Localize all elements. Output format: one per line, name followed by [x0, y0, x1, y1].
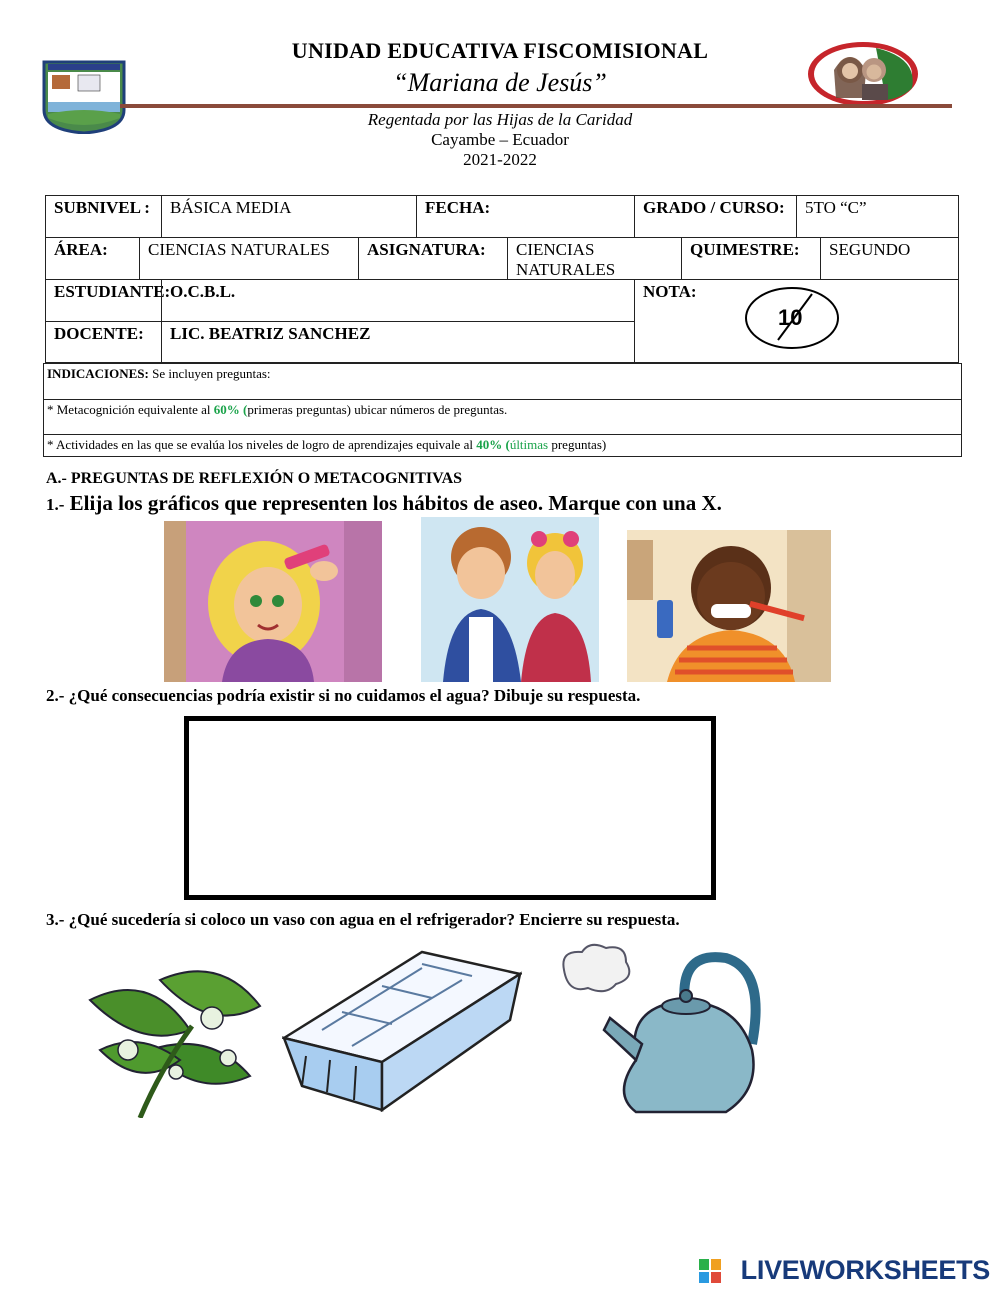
- indications-line-2-text: * Actividades en las que se evalúa los niveles de logro de aprendizajes equivale al: [47, 437, 477, 452]
- ice-cube-tray-image[interactable]: [282, 950, 522, 1112]
- school-subtitle: “Mariana de Jesús”: [393, 68, 607, 97]
- question-2: 2.- ¿Qué consecuencias podría existir si no cuidamos el agua? Dibuje su respuesta.: [46, 686, 641, 705]
- question-1-text: Elija los gráficos que representen los hábitos de aseo. Marque con una X.: [64, 491, 722, 515]
- nota-label: NOTA:: [634, 279, 959, 363]
- fecha-label: FECHA:: [416, 195, 635, 238]
- indications-title-rest: Se incluyen preguntas:: [148, 366, 271, 381]
- indications-line-2-green: últimas: [509, 437, 549, 452]
- quimestre-value: SEGUNDO: [820, 237, 959, 280]
- area-label: ÁREA:: [45, 237, 140, 280]
- indications-title: INDICACIONES:: [47, 366, 149, 381]
- grado-value: 5TO “C”: [796, 195, 959, 238]
- kids-scratching-heads-image[interactable]: [421, 517, 599, 682]
- docente-label: DOCENTE:: [45, 321, 162, 363]
- boy-brushing-teeth-image[interactable]: [627, 530, 831, 682]
- girl-combing-hair-image[interactable]: [164, 521, 382, 682]
- liveworksheets-icon: [699, 1259, 721, 1283]
- area-value: CIENCIAS NATURALES: [139, 237, 359, 280]
- asignatura-value: CIENCIAS NATURALES: [507, 237, 682, 280]
- grade-circle: [744, 286, 840, 350]
- estudiante-value: O.C.B.L.: [161, 279, 635, 322]
- grado-label: GRADO / CURSO:: [634, 195, 797, 238]
- indications-header: [43, 363, 962, 400]
- liveworksheets-brand[interactable]: LIVEWORKSHEETS: [740, 1255, 990, 1285]
- estudiante-label: ESTUDIANTE:: [45, 279, 162, 322]
- indications-line-1-rest: primeras preguntas) ubicar números de preguntas.: [247, 402, 508, 417]
- drawing-answer-box[interactable]: [184, 716, 716, 900]
- subnivel-label: SUBNIVEL :: [45, 195, 162, 238]
- managed-by: Regentada por las Hijas de la Caridad: [367, 110, 633, 129]
- location: Cayambe – Ecuador: [431, 130, 569, 149]
- section-a-title: A.- PREGUNTAS DE REFLEXIÓN O METACOGNITIVAS: [46, 470, 463, 487]
- docente-value: LIC. BEATRIZ SANCHEZ: [161, 321, 635, 363]
- asignatura-label: ASIGNATURA:: [358, 237, 508, 280]
- school-name: UNIDAD EDUCATIVA FISCOMISIONAL: [291, 38, 709, 63]
- subnivel-value: BÁSICA MEDIA: [161, 195, 417, 238]
- question-1-number: 1.-: [46, 495, 65, 514]
- indications-line-2-pct: 40% (: [476, 437, 510, 452]
- indications-line-1: [43, 399, 962, 435]
- nota-value[interactable]: 10: [778, 305, 803, 330]
- indications-line-1-pct: 60% (: [213, 402, 248, 417]
- steaming-kettle-image[interactable]: [556, 940, 766, 1120]
- leaves-with-dew-image[interactable]: [80, 960, 270, 1118]
- school-year: 2021-2022: [463, 150, 537, 169]
- indications-line-1-text: * Metacognición equivalente al: [47, 402, 214, 417]
- header-divider: [120, 104, 952, 108]
- question-3: 3.- ¿Qué sucedería si coloco un vaso con agua en el refrigerador? Encierre su respuesta.: [46, 910, 680, 929]
- quimestre-label: QUIMESTRE:: [681, 237, 821, 280]
- indications-line-2-rest: preguntas): [548, 437, 607, 452]
- question-1: [46, 491, 722, 516]
- indications-line-2: [43, 434, 962, 457]
